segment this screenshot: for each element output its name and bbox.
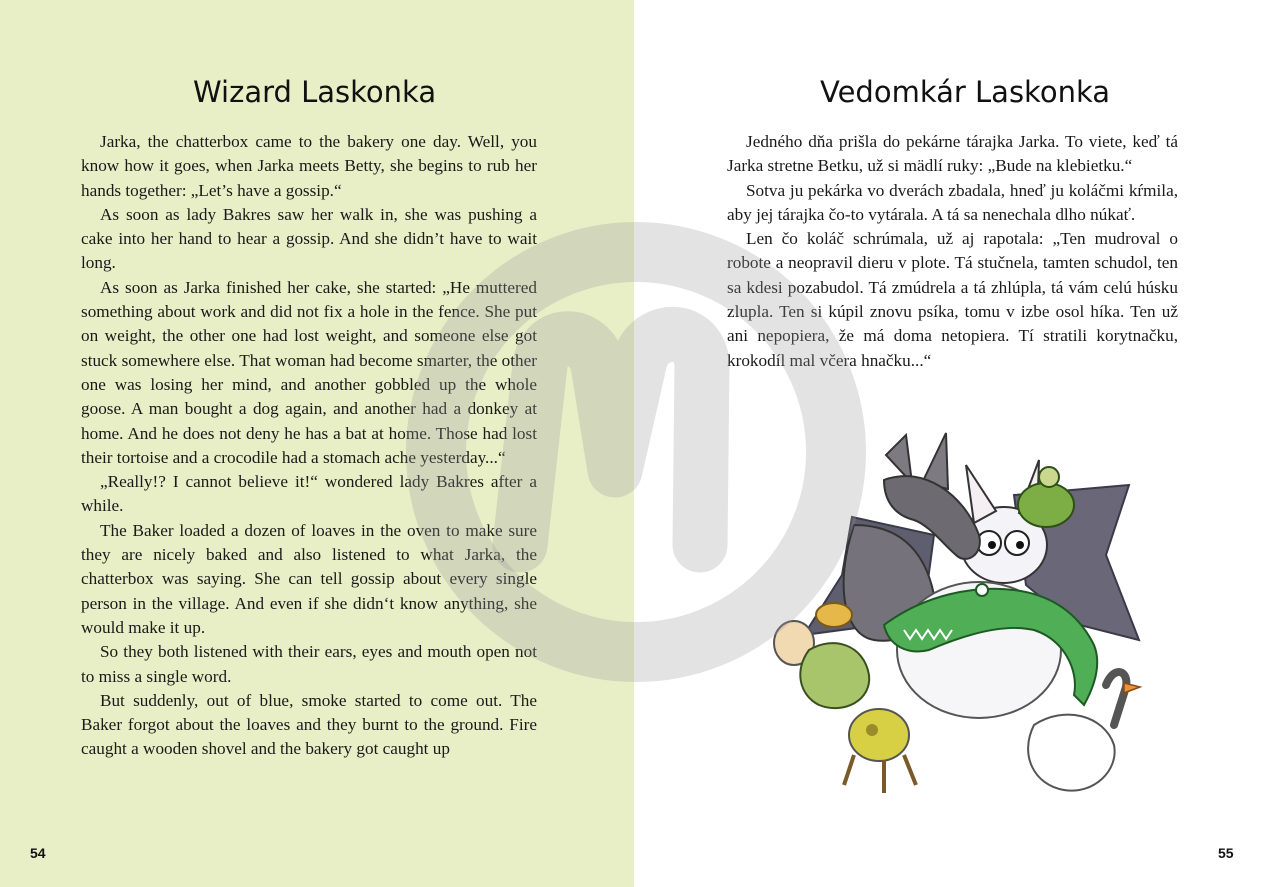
left-paragraph-1: Jarka, the chatterbox came to the bakery one day. Well, you know how it goes, when Jarka meets Betty, she begins to rub her hands together: „Let’s have a gossip.“ [81, 132, 537, 200]
bat-ear-left [966, 465, 996, 523]
right-page-number: 55 [1218, 845, 1234, 861]
left-paragraph-5: The Baker loaded a dozen of loaves in the oven to make sure they are nicely baked and also listened to what Jarka, the chatterbox was saying. She can tell gossip about every single person in the village. And even if she didn‘t know anything, she would make it up. [81, 520, 537, 637]
dog-head [849, 709, 909, 761]
right-paragraph-1: Jedného dňa prišla do pekárne tárajka Jarka. To viete, keď tá Jarka stretne Betku, už si mädlí ruky: „Bude na klebietku.“ [727, 132, 1178, 176]
bat-pupil-right [1016, 541, 1024, 549]
goose-beak [1124, 683, 1140, 693]
left-page [0, 0, 634, 887]
left-page-body [81, 130, 537, 762]
dog-spot [866, 724, 878, 736]
right-page [634, 0, 1272, 887]
man-shirt [800, 643, 869, 708]
left-paragraph-7: But suddenly, out of blue, smoke started to come out. The Baker forgot about the loaves and they burnt to the ground. Fire caught a wooden shovel and the bakery got caught up [81, 690, 537, 759]
right-paragraph-3: Len čo koláč schrúmala, už aj rapotala: „Ten mudroval o robote a neopravil dieru v plote. Tá stučnela, tamten schudol, ten sa kdesi pozabudol. Tá zmúdrela a tá zhlúpla, tá vám celú húsku zlupla. Ten si kúpil znovu psíka, tomu v izbe osol híka. Ten už ani nepopiera, že má doma netopiera. Tí stratili korytnačku, krokodíl mal včera hnačku...“ [727, 229, 1178, 370]
goose-neck [1106, 672, 1126, 725]
tortoise-shell [1018, 483, 1074, 527]
animals-illustration [734, 425, 1154, 825]
goose-body [1028, 715, 1115, 791]
bat-pupil-left [988, 541, 996, 549]
left-paragraph-4: „Really!? I cannot believe it!“ wondered lady Bakres after a while. [81, 472, 537, 516]
left-paragraph-6: So they both listened with their ears, eyes and mouth open not to miss a single word. [81, 642, 537, 686]
left-paragraph-3: As soon as Jarka finished her cake, she started: „He muttered something about work and did not fix a hole in the fence. She put on weight, the other one had lost weight, and someone else got stuck somewhere else. That woman had become smarter, the other one was losing her mind, and another gobbled up the whole goose. A man bought a dog again, and another had a donkey at home. And he does not deny he has a bat at home. Those had lost their tortoise and a crocodile had a stomach ache yesterday...“ [81, 277, 537, 467]
left-page-number: 54 [30, 845, 46, 861]
cake [816, 603, 852, 627]
right-paragraph-2: Sotva ju pekárka vo dverách zbadala, hneď ju koláčmi kŕmila, aby jej tárajka čo-to vytárala. A tá sa nenechala dlho núkať. [727, 180, 1178, 224]
crocodile-eye [976, 584, 988, 596]
right-page-body [727, 130, 1178, 373]
right-page-title: Vedomkár Laskonka [820, 75, 1110, 109]
left-page-title: Wizard Laskonka [193, 75, 437, 109]
left-paragraph-2: As soon as lady Bakres saw her walk in, she was pushing a cake into her hand to hear a gossip. And she didn’t have to wait long. [81, 204, 537, 273]
tortoise-head [1039, 467, 1059, 487]
